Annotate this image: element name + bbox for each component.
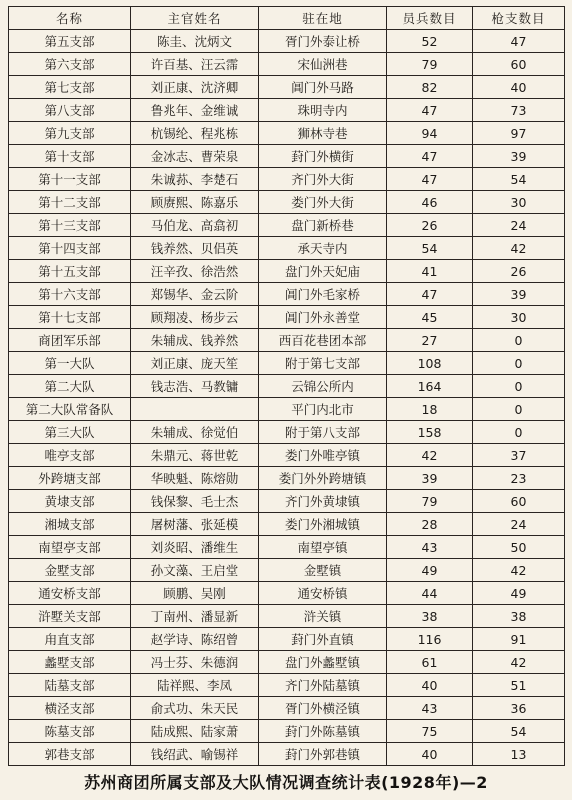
officers-cell: 冯士芬、朱德润 xyxy=(131,651,259,674)
gun-count-cell: 60 xyxy=(473,490,565,513)
table-row xyxy=(9,237,565,260)
unit-name-cell: 第二大队 xyxy=(9,375,131,398)
unit-name-cell: 第六支部 xyxy=(9,53,131,76)
header-row xyxy=(9,7,565,30)
table-row xyxy=(9,306,565,329)
gun-count-cell: 0 xyxy=(473,375,565,398)
table-row xyxy=(9,490,565,513)
gun-count-cell: 39 xyxy=(473,283,565,306)
table-row xyxy=(9,674,565,697)
table-row xyxy=(9,467,565,490)
gun-count-cell: 60 xyxy=(473,53,565,76)
header-name: 名称 xyxy=(9,7,131,30)
personnel-count-cell: 41 xyxy=(387,260,473,283)
personnel-count-cell: 108 xyxy=(387,352,473,375)
table-row xyxy=(9,375,565,398)
location-cell: 葑门外横街 xyxy=(259,145,387,168)
personnel-count-cell: 42 xyxy=(387,444,473,467)
officers-cell: 马伯龙、高翕初 xyxy=(131,214,259,237)
officers-cell: 孙文藻、王启堂 xyxy=(131,559,259,582)
location-cell: 南望亭镇 xyxy=(259,536,387,559)
gun-count-cell: 0 xyxy=(473,398,565,421)
location-cell: 娄门外外跨塘镇 xyxy=(259,467,387,490)
location-cell: 通安桥镇 xyxy=(259,582,387,605)
personnel-count-cell: 82 xyxy=(387,76,473,99)
location-cell: 浒关镇 xyxy=(259,605,387,628)
gun-count-cell: 30 xyxy=(473,306,565,329)
gun-count-cell: 42 xyxy=(473,237,565,260)
location-cell: 阊门外毛家桥 xyxy=(259,283,387,306)
location-cell: 珠明寺内 xyxy=(259,99,387,122)
unit-name-cell: 第一大队 xyxy=(9,352,131,375)
location-cell: 盘门外天妃庙 xyxy=(259,260,387,283)
location-cell: 西百花巷团本部 xyxy=(259,329,387,352)
table-row xyxy=(9,536,565,559)
officers-cell: 钱养然、贝侣英 xyxy=(131,237,259,260)
gun-count-cell: 42 xyxy=(473,559,565,582)
personnel-count-cell: 46 xyxy=(387,191,473,214)
location-cell: 平门内北市 xyxy=(259,398,387,421)
header-officers: 主官姓名 xyxy=(131,7,259,30)
gun-count-cell: 91 xyxy=(473,628,565,651)
personnel-count-cell: 26 xyxy=(387,214,473,237)
table-row xyxy=(9,53,565,76)
table-header xyxy=(9,7,565,30)
header-location: 驻在地 xyxy=(259,7,387,30)
officers-cell: 刘正康、沈济卿 xyxy=(131,76,259,99)
unit-name-cell: 湘城支部 xyxy=(9,513,131,536)
location-cell: 葑门外直镇 xyxy=(259,628,387,651)
table-row xyxy=(9,260,565,283)
officers-cell: 刘炎昭、潘维生 xyxy=(131,536,259,559)
unit-name-cell: 浒墅关支部 xyxy=(9,605,131,628)
gun-count-cell: 0 xyxy=(473,329,565,352)
table-row xyxy=(9,99,565,122)
unit-name-cell: 第十三支部 xyxy=(9,214,131,237)
gun-count-cell: 47 xyxy=(473,30,565,53)
table-row xyxy=(9,214,565,237)
unit-name-cell: 第八支部 xyxy=(9,99,131,122)
personnel-count-cell: 164 xyxy=(387,375,473,398)
table-body xyxy=(9,30,565,766)
unit-name-cell: 陈墓支部 xyxy=(9,720,131,743)
officers-cell: 俞式功、朱天民 xyxy=(131,697,259,720)
personnel-count-cell: 158 xyxy=(387,421,473,444)
location-cell: 云锦公所内 xyxy=(259,375,387,398)
table-row xyxy=(9,651,565,674)
unit-name-cell: 第二大队常备队 xyxy=(9,398,131,421)
unit-name-cell: 蠡墅支部 xyxy=(9,651,131,674)
personnel-count-cell: 27 xyxy=(387,329,473,352)
officers-cell: 钱志浩、马教镛 xyxy=(131,375,259,398)
table-row xyxy=(9,122,565,145)
personnel-count-cell: 47 xyxy=(387,168,473,191)
unit-name-cell: 唯亭支部 xyxy=(9,444,131,467)
unit-name-cell: 第五支部 xyxy=(9,30,131,53)
unit-name-cell: 第十二支部 xyxy=(9,191,131,214)
personnel-count-cell: 75 xyxy=(387,720,473,743)
officers-cell: 杭锡纶、程兆栋 xyxy=(131,122,259,145)
officers-cell: 金冰志、曹荣泉 xyxy=(131,145,259,168)
gun-count-cell: 50 xyxy=(473,536,565,559)
unit-name-cell: 商团军乐部 xyxy=(9,329,131,352)
unit-name-cell: 第十七支部 xyxy=(9,306,131,329)
table-row xyxy=(9,743,565,766)
table-row xyxy=(9,697,565,720)
location-cell: 盘门新桥巷 xyxy=(259,214,387,237)
location-cell: 葑门外陈墓镇 xyxy=(259,720,387,743)
location-cell: 阊门外永善堂 xyxy=(259,306,387,329)
personnel-count-cell: 28 xyxy=(387,513,473,536)
unit-name-cell: 第三大队 xyxy=(9,421,131,444)
officers-cell: 钱绍武、喻锡祥 xyxy=(131,743,259,766)
officers-cell: 朱辅成、徐觉伯 xyxy=(131,421,259,444)
gun-count-cell: 42 xyxy=(473,651,565,674)
unit-name-cell: 通安桥支部 xyxy=(9,582,131,605)
personnel-count-cell: 44 xyxy=(387,582,473,605)
location-cell: 阊门外马路 xyxy=(259,76,387,99)
table-row xyxy=(9,513,565,536)
officers-cell: 许百基、汪云霈 xyxy=(131,53,259,76)
location-cell: 娄门外唯亭镇 xyxy=(259,444,387,467)
personnel-count-cell: 40 xyxy=(387,743,473,766)
table-row xyxy=(9,329,565,352)
table-row xyxy=(9,720,565,743)
gun-count-cell: 54 xyxy=(473,720,565,743)
table-row xyxy=(9,145,565,168)
location-cell: 齐门外黄埭镇 xyxy=(259,490,387,513)
officers-cell: 屠树藩、张延模 xyxy=(131,513,259,536)
table-row xyxy=(9,605,565,628)
personnel-count-cell: 79 xyxy=(387,53,473,76)
personnel-count-cell: 18 xyxy=(387,398,473,421)
personnel-count-cell: 47 xyxy=(387,99,473,122)
personnel-count-cell: 43 xyxy=(387,697,473,720)
unit-name-cell: 第十一支部 xyxy=(9,168,131,191)
personnel-count-cell: 39 xyxy=(387,467,473,490)
gun-count-cell: 49 xyxy=(473,582,565,605)
header-personnel-count: 员兵数目 xyxy=(387,7,473,30)
location-cell: 胥门外横泾镇 xyxy=(259,697,387,720)
table-row xyxy=(9,168,565,191)
location-cell: 娄门外湘城镇 xyxy=(259,513,387,536)
personnel-count-cell: 116 xyxy=(387,628,473,651)
gun-count-cell: 36 xyxy=(473,697,565,720)
table-row xyxy=(9,559,565,582)
table-row xyxy=(9,444,565,467)
unit-name-cell: 第十五支部 xyxy=(9,260,131,283)
personnel-count-cell: 61 xyxy=(387,651,473,674)
location-cell: 附于第八支部 xyxy=(259,421,387,444)
officers-cell: 陆祥熙、李凤 xyxy=(131,674,259,697)
officers-cell: 朱诚荪、李楚石 xyxy=(131,168,259,191)
statistics-table xyxy=(8,6,565,766)
table-row xyxy=(9,352,565,375)
officers-cell: 鲁兆年、金维诚 xyxy=(131,99,259,122)
unit-name-cell: 黄埭支部 xyxy=(9,490,131,513)
officers-cell: 汪辛孜、徐浩然 xyxy=(131,260,259,283)
officers-cell: 顾赓熙、陈嘉乐 xyxy=(131,191,259,214)
officers-cell: 赵学诗、陈绍曾 xyxy=(131,628,259,651)
gun-count-cell: 51 xyxy=(473,674,565,697)
officers-cell: 钱保黎、毛士杰 xyxy=(131,490,259,513)
table-row xyxy=(9,76,565,99)
location-cell: 金墅镇 xyxy=(259,559,387,582)
personnel-count-cell: 94 xyxy=(387,122,473,145)
table-row xyxy=(9,191,565,214)
officers-cell: 朱辅成、钱养然 xyxy=(131,329,259,352)
location-cell: 盘门外蠡墅镇 xyxy=(259,651,387,674)
unit-name-cell: 第七支部 xyxy=(9,76,131,99)
personnel-count-cell: 52 xyxy=(387,30,473,53)
officers-cell: 朱鼎元、蒋世乾 xyxy=(131,444,259,467)
gun-count-cell: 97 xyxy=(473,122,565,145)
table-caption: 苏州商团所属支部及大队情况调查统计表(1928年)—2 xyxy=(84,773,488,792)
gun-count-cell: 0 xyxy=(473,421,565,444)
personnel-count-cell: 49 xyxy=(387,559,473,582)
unit-name-cell: 陆墓支部 xyxy=(9,674,131,697)
location-cell: 宋仙洲巷 xyxy=(259,53,387,76)
location-cell: 葑门外郭巷镇 xyxy=(259,743,387,766)
unit-name-cell: 金墅支部 xyxy=(9,559,131,582)
personnel-count-cell: 43 xyxy=(387,536,473,559)
unit-name-cell: 横泾支部 xyxy=(9,697,131,720)
location-cell: 承天寺内 xyxy=(259,237,387,260)
unit-name-cell: 外跨塘支部 xyxy=(9,467,131,490)
gun-count-cell: 38 xyxy=(473,605,565,628)
gun-count-cell: 24 xyxy=(473,214,565,237)
gun-count-cell: 39 xyxy=(473,145,565,168)
officers-cell: 郑锡华、金云阶 xyxy=(131,283,259,306)
table-row xyxy=(9,398,565,421)
officers-cell: 顾翔凌、杨步云 xyxy=(131,306,259,329)
officers-cell: 丁南州、潘显新 xyxy=(131,605,259,628)
gun-count-cell: 37 xyxy=(473,444,565,467)
header-gun-count: 枪支数目 xyxy=(473,7,565,30)
location-cell: 齐门外陆墓镇 xyxy=(259,674,387,697)
unit-name-cell: 第九支部 xyxy=(9,122,131,145)
gun-count-cell: 24 xyxy=(473,513,565,536)
gun-count-cell: 30 xyxy=(473,191,565,214)
gun-count-cell: 0 xyxy=(473,352,565,375)
location-cell: 胥门外泰让桥 xyxy=(259,30,387,53)
officers-cell: 刘正康、庞天笙 xyxy=(131,352,259,375)
location-cell: 狮林寺巷 xyxy=(259,122,387,145)
unit-name-cell: 南望亭支部 xyxy=(9,536,131,559)
table-row xyxy=(9,628,565,651)
personnel-count-cell: 38 xyxy=(387,605,473,628)
personnel-count-cell: 54 xyxy=(387,237,473,260)
officers-cell: 陆成熙、陆家萧 xyxy=(131,720,259,743)
table-row xyxy=(9,30,565,53)
unit-name-cell: 甪直支部 xyxy=(9,628,131,651)
gun-count-cell: 54 xyxy=(473,168,565,191)
gun-count-cell: 23 xyxy=(473,467,565,490)
location-cell: 附于第七支部 xyxy=(259,352,387,375)
table-row xyxy=(9,421,565,444)
location-cell: 娄门外大街 xyxy=(259,191,387,214)
unit-name-cell: 第十六支部 xyxy=(9,283,131,306)
location-cell: 齐门外大街 xyxy=(259,168,387,191)
gun-count-cell: 26 xyxy=(473,260,565,283)
personnel-count-cell: 40 xyxy=(387,674,473,697)
personnel-count-cell: 47 xyxy=(387,145,473,168)
unit-name-cell: 第十四支部 xyxy=(9,237,131,260)
gun-count-cell: 73 xyxy=(473,99,565,122)
officers-cell: 顾鹏、吴刚 xyxy=(131,582,259,605)
unit-name-cell: 第十支部 xyxy=(9,145,131,168)
gun-count-cell: 13 xyxy=(473,743,565,766)
personnel-count-cell: 79 xyxy=(387,490,473,513)
personnel-count-cell: 47 xyxy=(387,283,473,306)
officers-cell xyxy=(131,398,259,421)
officers-cell: 华映魁、陈熔勋 xyxy=(131,467,259,490)
table-row xyxy=(9,283,565,306)
officers-cell: 陈圭、沈炳文 xyxy=(131,30,259,53)
personnel-count-cell: 45 xyxy=(387,306,473,329)
unit-name-cell: 郭巷支部 xyxy=(9,743,131,766)
table-row xyxy=(9,582,565,605)
gun-count-cell: 40 xyxy=(473,76,565,99)
